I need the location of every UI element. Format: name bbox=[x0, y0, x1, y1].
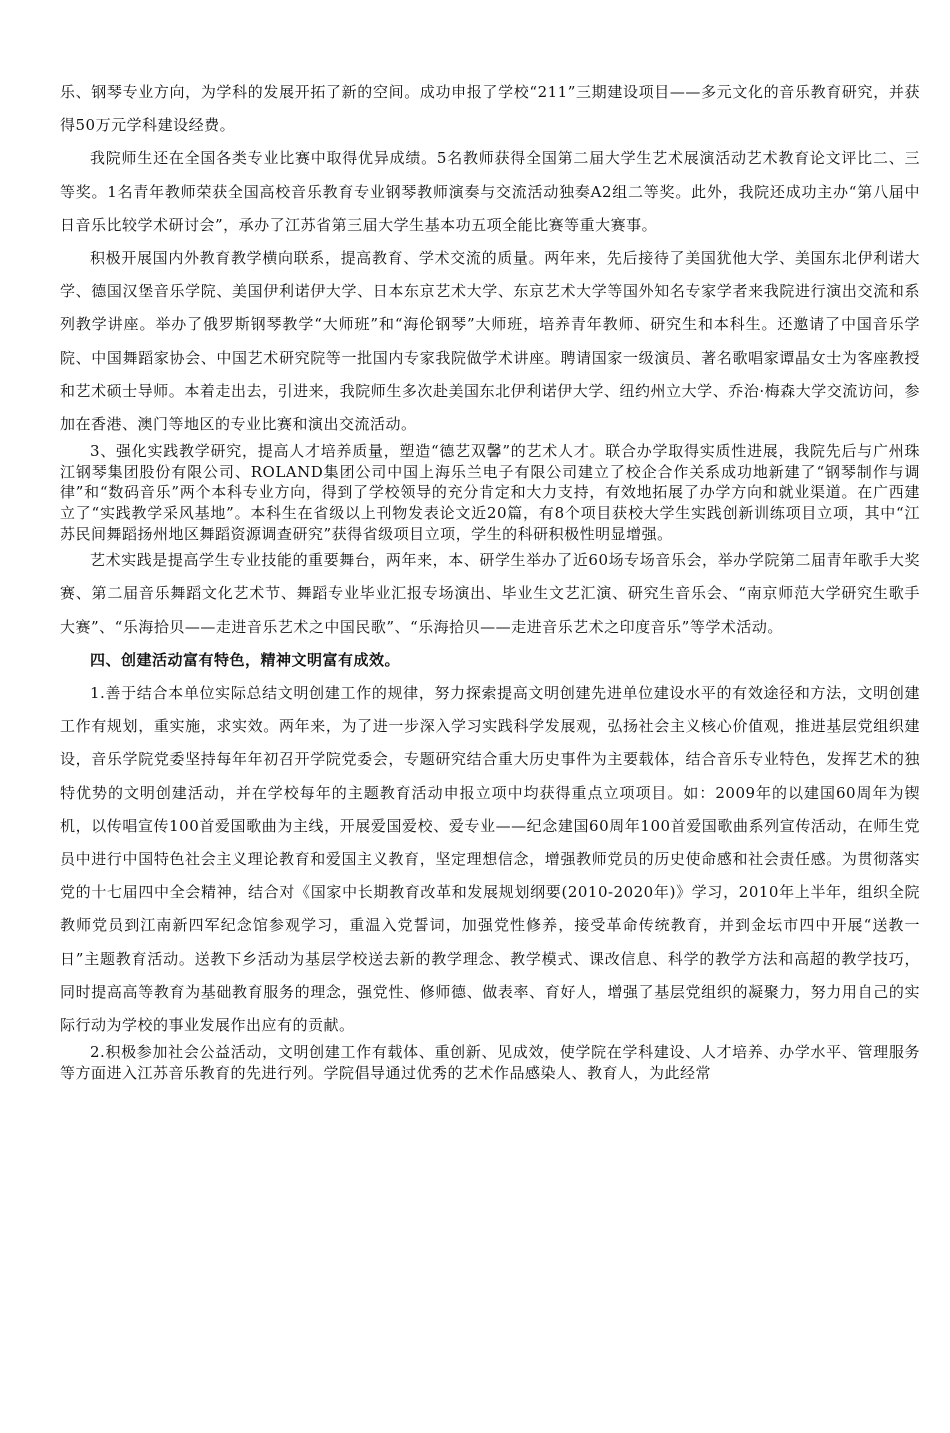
paragraph-civilization-building: 1.善于结合本单位实际总结文明创建工作的规律，努力探索提高文明创建先进单位建设水平的有效途径和方法，文明创建工作有规划，重实施，求实效。两年来，为了进一步深入学习实践科学发展观，弘扬社会主义核心价值观，推进基层党组织建设，音乐学院党委坚持每年年初召开学院党委会，专题研究结合重大历史事件为主要载体，结合音乐专业特色，发挥艺术的独特优势的文明创建活动，并在学校每年的主题教育活动申报立项中均获得重点立项项目。如：2009年的以建国60周年为锲机，以传唱宣传100首爱国歌曲为主线，开展爱国爱校、爱专业——纪念建国60周年100首爱国歌曲系列宣传活动，在师生党员中进行中国特色社会主义理论教育和爱国主义教育，坚定理想信念，增强教师党员的历史使命感和社会责任感。为贯彻落实党的十七届四中全会精神，结合对《国家中长期教育改革和发展规划纲要(2010-2020年)》学习，2010年上半年，组织全院教师党员到江南新四军纪念馆参观学习，重温入党誓词，加强党性修养，接受革命传统教育，并到金坛市四中开展“送教一日”主题教育活动。送教下乡活动为基层学校送去新的教学理念、教学模式、课改信息、科学的教学方法和高超的教学技巧，同时提高高等教育为基础教育服务的理念，强党性、修师德、做表率、育好人，增强了基层党组织的凝聚力，努力用自己的实际行动为学校的事业发展作出应有的贡献。 bbox=[60, 684, 920, 1035]
paragraph-competition-results: 我院师生还在全国各类专业比赛中取得优异成绩。5名教师获得全国第二届大学生艺术展演活动艺术教育论文评比二、三等奖。1名青年教师荣获全国高校音乐教育专业钢琴教师演奏与交流活动独奏A2组二等奖。此外，我院还成功主办“第八届中日音乐比较学术研讨会”，承办了江苏省第三届大学生基本功五项全能比赛等重大赛事。 bbox=[60, 149, 920, 234]
paragraph-art-practice: 艺术实践是提高学生专业技能的重要舞台，两年来，本、研学生举办了近60场专场音乐会，举办学院第二届青年歌手大奖赛、第二届音乐舞蹈文化艺术节、舞蹈专业毕业汇报专场演出、毕业生文艺汇演、研究生音乐会、“南京师范大学研究生歌手大赛”、“乐海拾贝——走进音乐艺术之中国民歌”、“乐海拾贝——走进音乐艺术之印度音乐”等学术活动。 bbox=[60, 551, 920, 636]
section-heading: 四、创建活动富有特色，精神文明富有成效。 bbox=[90, 650, 401, 669]
document-page bbox=[60, 76, 920, 1083]
paragraph-exchange: 积极开展国内外教育教学横向联系，提高教育、学术交流的质量。两年来，先后接待了美国犹他大学、美国东北伊利诺大学、德国汉堡音乐学院、美国伊利诺伊大学、日本东京艺术大学、东京艺术大学等国外知名专家学者来我院进行演出交流和系列教学讲座。举办了俄罗斯钢琴教学“大师班”和“海伦钢琴”大师班，培养青年教师、研究生和本科生。还邀请了中国音乐学院、中国舞蹈家协会、中国艺术研究院等一批国内专家我院做学术讲座。聘请国家一级演员、著名歌唱家谭晶女士为客座教授和艺术硕士导师。本着走出去，引进来，我院师生多次赴美国东北伊利诺伊大学、纽约州立大学、乔治·梅森大学交流访问，参加在香港、澳门等地区的专业比赛和演出交流活动。 bbox=[60, 249, 920, 434]
paragraph-continuation: 乐、钢琴专业方向，为学科的发展开拓了新的空间。成功申报了学校“211”三期建设项目——多元文化的音乐教育研究，并获得50万元学科建设经费。 bbox=[60, 83, 920, 135]
paragraph-public-welfare: 2.积极参加社会公益活动，文明创建工作有载体、重创新、见成效，使学院在学科建设、人才培养、办学水平、管理服务等方面进入江苏音乐教育的先进行列。学院倡导通过优秀的艺术作品感染人、教育人，为此经常 bbox=[60, 1043, 920, 1082]
paragraph-practice-teaching: 3、强化实践教学研究，提高人才培养质量，塑造“德艺双馨”的艺术人才。联合办学取得实质性进展，我院先后与广州珠江钢琴集团股份有限公司、ROLAND集团公司中国上海乐兰电子有限公司建立了校企合作关系成功地新建了“钢琴制作与调律”和“数码音乐”两个本科专业方向，得到了学校领导的充分肯定和大力支持，有效地拓展了办学方向和就业渠道。在广西建立了“实践教学采风基地”。本科生在省级以上刊物发表论文近20篇，有8个项目获校大学生实践创新训练项目立项，其中“江苏民间舞蹈扬州地区舞蹈资源调查研究”获得省级项目立项，学生的科研积极性明显增强。 bbox=[60, 442, 920, 543]
